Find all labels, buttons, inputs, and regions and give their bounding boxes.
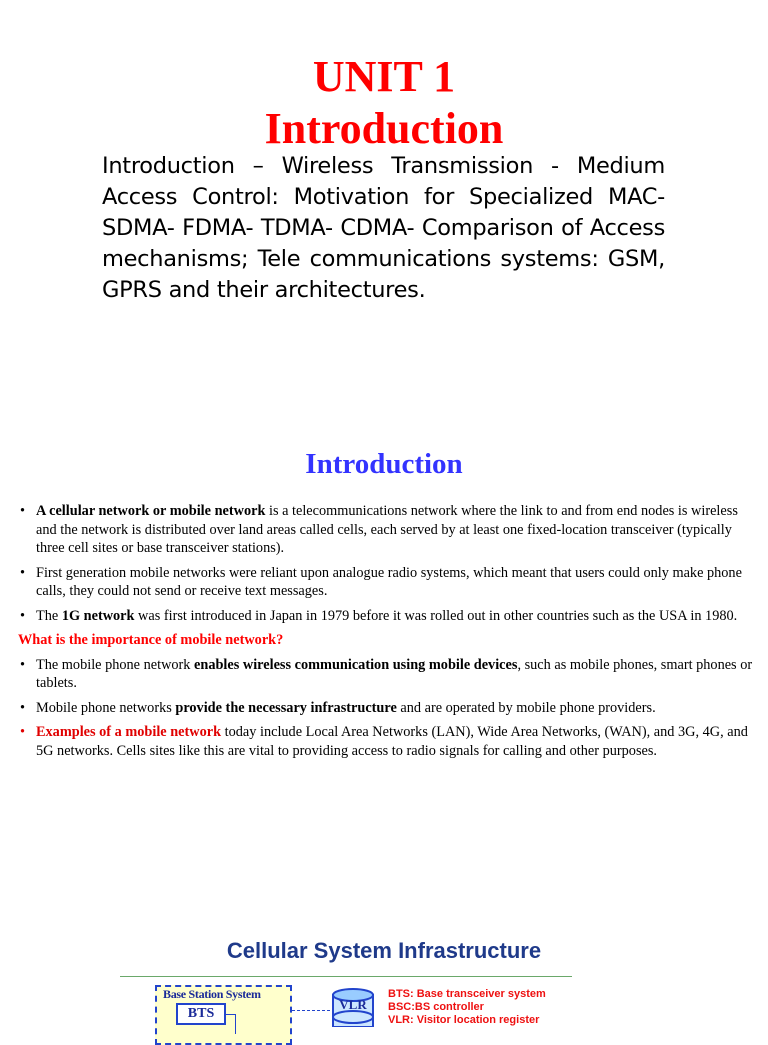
list-item (18, 723, 753, 760)
vlr-database-icon (330, 987, 376, 1027)
highlight-term: Examples of a mobile network (36, 724, 222, 740)
infrastructure-heading: Cellular System Infrastructure (226, 938, 542, 963)
vlr-label: VLR (339, 997, 367, 1012)
legend-item: BTS: Base transceiver system (388, 988, 546, 1000)
list-item (18, 699, 753, 718)
legend-item: BSC:BS controller (388, 1001, 484, 1013)
bullet-pre-text: The mobile phone network (36, 656, 195, 673)
bullet-text: today include Local Area Networks (LAN), Wide Area Networks, (WAN), and 3G, 4G, and 5G networks. Cells sites like this are vital to providing access to radio signals for calling and other purposes. (36, 724, 748, 759)
bullet-icon: • (20, 607, 26, 624)
unit-syllabus-text: Introduction – Wireless Transmission - Medium Access Control: Motivation for Specialized MAC- SDMA- FDMA- TDMA- CDMA- Comparison of Access mechanisms; Tele communications systems: GSM, GPRS and their architectures. (102, 153, 665, 303)
legend-item: VLR: Visitor location register (388, 1014, 540, 1026)
dashed-connector (292, 1010, 330, 1012)
bullet-icon: • (20, 656, 26, 673)
connector-line (235, 1014, 236, 1034)
bullet-text: is a telecommunications network where the link to and from end nodes is wireless and the network is distributed over land areas called cells, each served by at least one fixed-location transceiver (typically three cell sites or base transceiver stations). (36, 503, 738, 556)
bullet-pre-text: The (36, 607, 62, 624)
unit-subtitle: Introduction (264, 104, 504, 153)
bold-term: A cellular network or mobile network (36, 503, 266, 519)
list-item (18, 607, 753, 626)
bullet-text: , such as mobile phones, smart phones or tablets. (36, 656, 753, 691)
bold-term: enables wireless communication using mobile devices (194, 656, 518, 673)
bss-label: Base Station System (163, 987, 261, 1001)
list-item (18, 502, 753, 558)
bullet-text: was first introduced in Japan in 1979 before it was rolled out in other countries such as the USA in 1980. (134, 607, 738, 624)
bullet-text: and are operated by mobile phone providers. (396, 699, 656, 716)
unit-title: UNIT 1 (312, 52, 456, 101)
importance-question: What is the importance of mobile network? (18, 632, 284, 648)
bullet-icon: • (20, 503, 26, 519)
bts-box: BTS (176, 1003, 226, 1025)
heading-divider (120, 976, 572, 977)
bullet-icon: • (20, 699, 26, 716)
intro-bullet-list (18, 502, 753, 766)
bold-term: 1G network (61, 607, 135, 624)
bullet-icon: • (20, 564, 26, 581)
list-item (18, 656, 753, 693)
list-item (18, 564, 753, 601)
introduction-heading: Introduction (305, 448, 463, 480)
bold-term: provide the necessary infrastructure (175, 699, 397, 716)
infrastructure-legend (388, 988, 546, 1027)
bullet-icon: • (20, 724, 26, 740)
bullet-text: First generation mobile networks were reliant upon analogue radio systems, which meant that users could only make phone calls, they could not send or receive text messages. (36, 564, 742, 599)
bullet-pre-text: Mobile phone networks (36, 699, 176, 716)
